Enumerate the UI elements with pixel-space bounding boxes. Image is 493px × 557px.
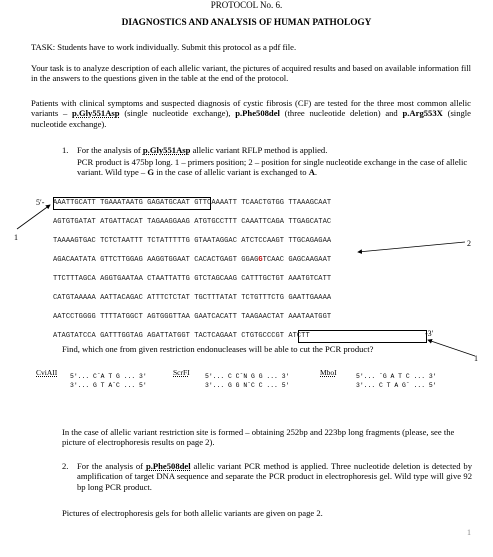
list-item-2-text (77, 461, 472, 492)
item1-cont-c: . (314, 167, 318, 178)
patients-text-b: (single nucleotide exchange), (119, 108, 236, 119)
enzyme-site-top: 5ʹ... ˇG A T C ... 3ʹ (356, 373, 437, 380)
arrow-primer-1-forward (17, 205, 50, 229)
list-number-1: 1. (62, 145, 69, 155)
label-primer-1: 1 (14, 233, 18, 242)
item1-variant: p.Gly551Asp (142, 145, 191, 155)
list-number-2: 2. (62, 461, 69, 471)
document-title: DIAGNOSTICS AND ANALYSIS OF HUMAN PATHOLOGY (121, 18, 372, 28)
enzyme-site-bottom: 3ʹ... G T AˆC ... 5ʹ (70, 382, 147, 389)
item2-text-b: allelic variant PCR method is applied. Three nucleotide deletion is detected by amplification of target DNA sequence and separate the PCR product in electrophoresis gel. Wild type will give 92 bp long PCR product. (77, 461, 472, 492)
three-prime-label: -3ʹ (425, 329, 434, 338)
enzyme-site-top: 5ʹ... C CˇN G G ... 3ʹ (205, 373, 290, 380)
sequence-row-5: TTCTTTAGCA AGGTGAATAA CTAATTATTG GTCTAGCAAG CATTTGCTGT AAATGTCATT (53, 275, 332, 283)
variant-arg553x: p.Arg553X (402, 108, 443, 119)
patients-text-a: Patients with clinical symptoms and suspected diagnosis of cystic fibrosis (CF) are tested for the three most common allelic variants – (31, 98, 471, 119)
mutation-site-base: G (258, 256, 263, 264)
sequence-row-4b: TCAAC GAGCAAGAAT (262, 256, 332, 264)
question-text: Find, which one from given restriction endonucleases will be able to cut the PCR product? (62, 344, 374, 354)
item2-text-a: For the analysis of (77, 461, 146, 471)
sequence-row-3: TAAAAGTGAC TCTCTAATTT TCTATTTTTG GTAATAGGAC ATCTCCAAGT TTGCAGAGAA (53, 237, 332, 245)
sequence-row-7: AATCCTGGGG TTTTATGGCT AGTGGGTTAA GAATCACATT TAAGAACTAT AAATAATGGT (53, 313, 332, 321)
variant-gly551asp: p.Gly551Asp (72, 108, 120, 119)
enzyme-site-bottom: 3ʹ... G G NˆC C ... 5ʹ (205, 382, 290, 389)
enzyme-name: MboI (320, 368, 337, 377)
item1-text-a: For the analysis of (77, 145, 143, 155)
variant-phe508del: p.Phe508del (235, 108, 280, 119)
patients-text-d: (single nucleotide exchange). (31, 108, 471, 129)
task-paragraph: TASK: Students have to work individually. Submit this protocol as a pdf file. (31, 42, 297, 52)
sequence-row-4a: AGACAATATA GTTCTTGGAG AAGGTGGAAT CACACTGAGT GGAG (53, 256, 259, 264)
patients-text-c: (three nucleotide deletion) and (279, 108, 403, 119)
enzyme-name: ScrFI (173, 368, 190, 377)
sequence-row-1: AAATTGCATT TGAAATAATG GAGATGCAAT GTTCAAAATT TCAACTGTGG TTAAAGCAAT (53, 199, 332, 207)
enzyme-name: CviAII (36, 368, 58, 377)
wild-type-base: G (147, 167, 155, 178)
arrow-mutation-site (358, 242, 465, 252)
label-primer-1b: 1 (474, 354, 478, 363)
label-mutation-2: 2 (467, 239, 471, 248)
intro-paragraph: Your task is to analyze description of each allelic variant, the pictures of acquired results and based on available information fill in the answers to the questions given in the table at the end of the protocol. (31, 63, 471, 84)
page-number: 1 (467, 528, 471, 537)
item1-cont-a: PCR product is 475bp long. 1 – primers position; 2 – position for single nucleotide exchange in the case of allelic variant. Wild type – (77, 157, 468, 178)
five-prime-label: 5ʹ- (36, 198, 45, 207)
sequence-row-2: AGTGTGATAT ATGATTACAT TAGAAGGAAG ATGTGCCTTT CAAATTCAGA TTGAGCATAC (53, 218, 332, 226)
enzyme-site-top: 5ʹ... CˇA T G ... 3ʹ (70, 373, 147, 380)
item2-variant: p.Phe508del (145, 461, 191, 471)
pictures-note: Pictures of electrophoresis gels for both allelic variants are given on page 2. (62, 508, 323, 518)
sequence-row-6: CATGTAAAAA AATTACAGAC ATTTCTCTAT TGCTTTATAT TCTGTTTCTG GAATTGAAAA (53, 294, 332, 302)
protocol-number: PROTOCOL No. 6. (210, 0, 283, 10)
mutant-base: A (308, 167, 315, 178)
item1-cont-b: in the case of allelic variant is exchanged to (154, 167, 309, 178)
enzyme-site-bottom: 3ʹ... C T A Gˆ ... 5ʹ (356, 382, 437, 389)
item1-text-b: allelic variant RFLP method is applied. (190, 145, 328, 155)
restriction-site-paragraph: In the case of allelic variant restriction site is formed – obtaining 252bp and 223bp long fragments (please, see the picture of electrophoresis results on page 2). (62, 427, 455, 448)
sequence-row-8: ATAGTATCCA GATTTGGTAG AGATTATGGT TACTCAGAAT CTGTGCCCGT ATCTT (53, 332, 310, 340)
